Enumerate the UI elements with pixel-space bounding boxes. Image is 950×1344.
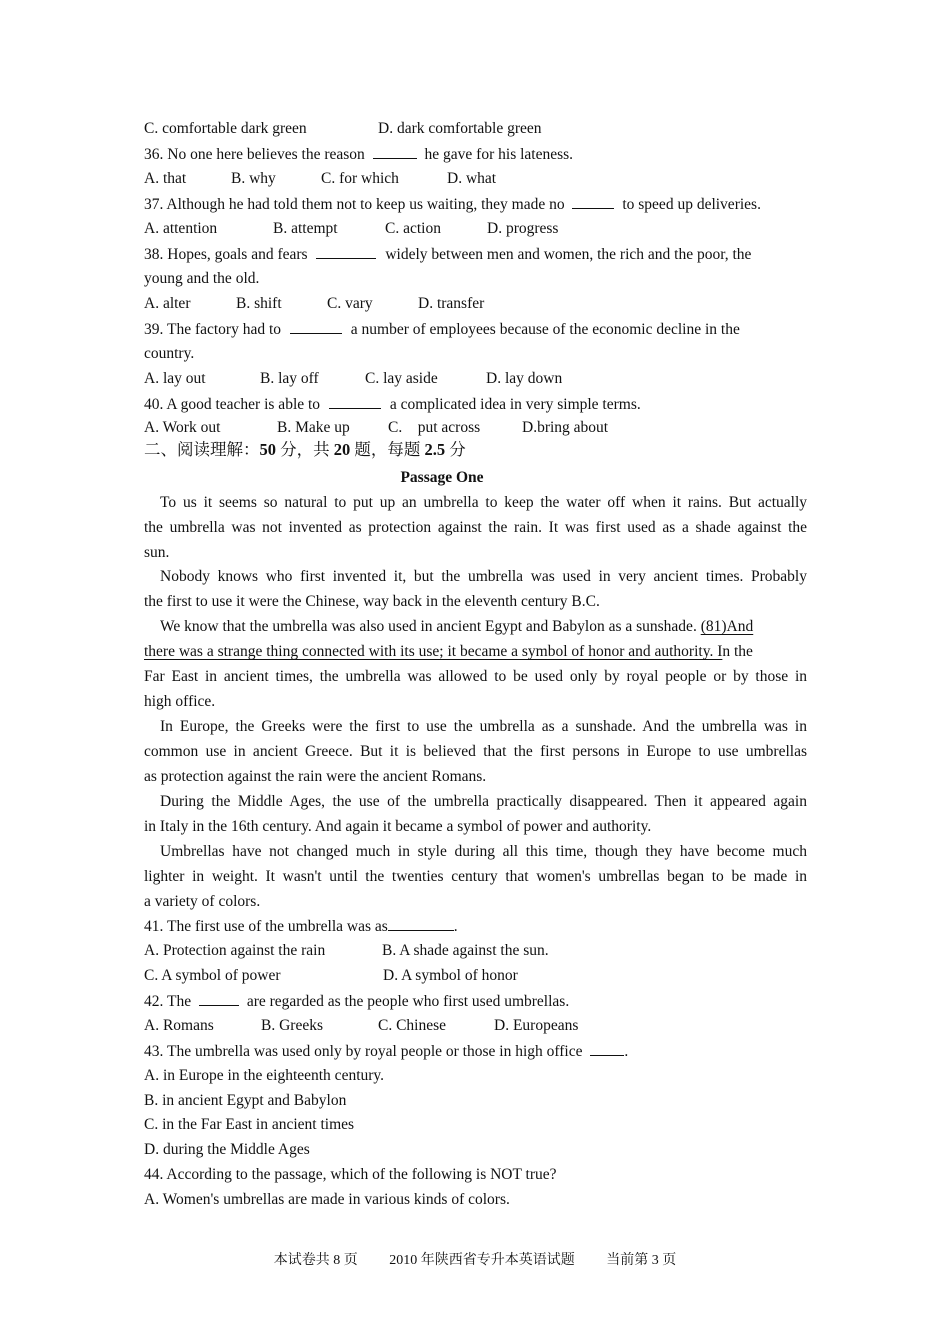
q36-option-a: A. that xyxy=(144,170,187,187)
q39-option-b: B. lay off xyxy=(260,370,319,387)
passage-line: In Europe, the Greeks were the first to use the umbrella as a sunshade. And the umbrella was in xyxy=(160,718,807,735)
q40-option-d: D.bring about xyxy=(522,419,609,436)
q43-option-a: A. in Europe in the eighteenth century. xyxy=(144,1067,385,1084)
q39-option-a: A. lay out xyxy=(144,370,206,387)
q38-option-a: A. alter xyxy=(144,295,191,312)
q37-option-c: C. action xyxy=(385,220,441,237)
q42-option-d: D. Europeans xyxy=(494,1017,579,1034)
q43-option-d: D. during the Middle Ages xyxy=(144,1141,310,1158)
passage-line: as protection against the rain were the ancient Romans. xyxy=(144,768,487,785)
answer-blank xyxy=(373,144,417,159)
answer-blank xyxy=(572,194,614,209)
q36-option-b: B. why xyxy=(231,170,276,187)
answer-blank xyxy=(316,244,376,259)
passage-line: the first to use it were the Chinese, way back in the eleventh century B.C. xyxy=(144,593,600,610)
page-footer xyxy=(0,1249,950,1269)
q38-stem-line2: young and the old. xyxy=(144,270,260,287)
section-heading: 二、阅读理解：50 分，共 20 题，每题 2.5 分 xyxy=(144,440,466,459)
q37-option-b: B. attempt xyxy=(273,220,338,237)
q36-stem: 36. No one here believes the reason he gave for his lateness. xyxy=(144,146,574,163)
q43-stem: 43. The umbrella was used only by royal people or those in high office . xyxy=(144,1043,629,1060)
passage-line: high office. xyxy=(144,693,216,710)
q37-option-a: A. attention xyxy=(144,220,218,237)
passage-line: We know that the umbrella was also used in ancient Egypt and Babylon as a sunshade. (81)And xyxy=(160,618,754,635)
q41-option-b: B. A shade against the sun. xyxy=(382,942,549,959)
passage-line: sun. xyxy=(144,544,170,561)
passage-line: the umbrella was not invented as protection against the rain. It was first used as a shade against the xyxy=(144,519,807,536)
q36-option-c: C. for which xyxy=(321,170,399,187)
passage-line: a variety of colors. xyxy=(144,893,261,910)
answer-blank xyxy=(290,319,342,334)
passage-line: Nobody knows who first invented it, but the umbrella was used in very ancient times. Probably xyxy=(160,568,807,585)
q35-option-c: C. comfortable dark green xyxy=(144,120,307,137)
q40-stem: 40. A good teacher is able to a complicated idea in very simple terms. xyxy=(144,396,641,413)
passage-line: lighter in weight. It wasn't until the twenties century that women's umbrellas began to be made in xyxy=(144,868,807,885)
answer-blank xyxy=(329,394,381,409)
q41-stem: 41. The first use of the umbrella was as . xyxy=(144,918,458,935)
footer-current-page: 当前第 3 页 xyxy=(606,1253,677,1268)
passage-line: Far East in ancient times, the umbrella was allowed to be used only by royal people or by those in xyxy=(144,668,807,685)
q42-option-a: A. Romans xyxy=(144,1017,214,1034)
passage-line: there was a strange thing connected with its use; it became a symbol of honor and authority. In the xyxy=(144,643,753,660)
q39-option-c: C. lay aside xyxy=(365,370,438,387)
footer-total-pages: 本试卷共 8 页 xyxy=(273,1253,358,1268)
q38-option-c: C. vary xyxy=(327,295,373,312)
passage-title: Passage One xyxy=(400,469,484,486)
footer-exam-title: 2010 年陕西省专升本英语试题 xyxy=(389,1253,575,1268)
passage-line: To us it seems so natural to put up an umbrella to keep the water off when it rains. But actually xyxy=(160,494,807,511)
answer-blank xyxy=(199,991,239,1006)
q40-option-b: B. Make up xyxy=(277,419,350,436)
underlined-sentence-81: (81)And xyxy=(700,618,754,635)
passage-line: Umbrellas have not changed much in style during all this time, though they have become much xyxy=(160,843,807,860)
q38-option-b: B. shift xyxy=(236,295,282,312)
q40-option-c: C. put across xyxy=(388,419,481,436)
q42-option-b: B. Greeks xyxy=(261,1017,323,1034)
q40-option-a: A. Work out xyxy=(144,419,221,436)
answer-blank xyxy=(388,916,454,931)
q38-stem: 38. Hopes, goals and fears widely between men and women, the rich and the poor, the xyxy=(144,246,752,263)
q38-option-d: D. transfer xyxy=(418,295,485,312)
q35-option-d: D. dark comfortable green xyxy=(378,120,542,137)
passage-line: in Italy in the 16th century. And again it became a symbol of power and authority. xyxy=(144,818,652,835)
q44-stem: 44. According to the passage, which of the following is NOT true? xyxy=(144,1166,557,1183)
q39-stem-line2: country. xyxy=(144,345,195,362)
q37-option-d: D. progress xyxy=(487,220,559,237)
q36-option-d: D. what xyxy=(447,170,497,187)
q39-option-d: D. lay down xyxy=(486,370,563,387)
q44-option-a: A. Women's umbrellas are made in various kinds of colors. xyxy=(144,1191,510,1208)
q43-option-c: C. in the Far East in ancient times xyxy=(144,1116,355,1133)
answer-blank xyxy=(590,1041,624,1056)
q37-stem: 37. Although he had told them not to keep us waiting, they made no to speed up deliveries. xyxy=(144,196,761,213)
passage-line: common use in ancient Greece. But it is believed that the first persons in Europe to use umbrellas xyxy=(144,743,807,760)
q43-option-b: B. in ancient Egypt and Babylon xyxy=(144,1092,347,1109)
q41-option-d: D. A symbol of honor xyxy=(383,967,518,984)
q39-stem: 39. The factory had to a number of employees because of the economic decline in the xyxy=(144,321,740,338)
q42-stem: 42. The are regarded as the people who first used umbrellas. xyxy=(144,993,570,1010)
underlined-sentence-81: there was a strange thing connected with its use; it became a symbol of honor and authority. I xyxy=(144,643,723,660)
q41-option-a: A. Protection against the rain xyxy=(144,942,326,959)
q41-option-c: C. A symbol of power xyxy=(144,967,281,984)
q42-option-c: C. Chinese xyxy=(378,1017,447,1034)
passage-line: During the Middle Ages, the use of the umbrella practically disappeared. Then it appeared again xyxy=(160,793,807,810)
